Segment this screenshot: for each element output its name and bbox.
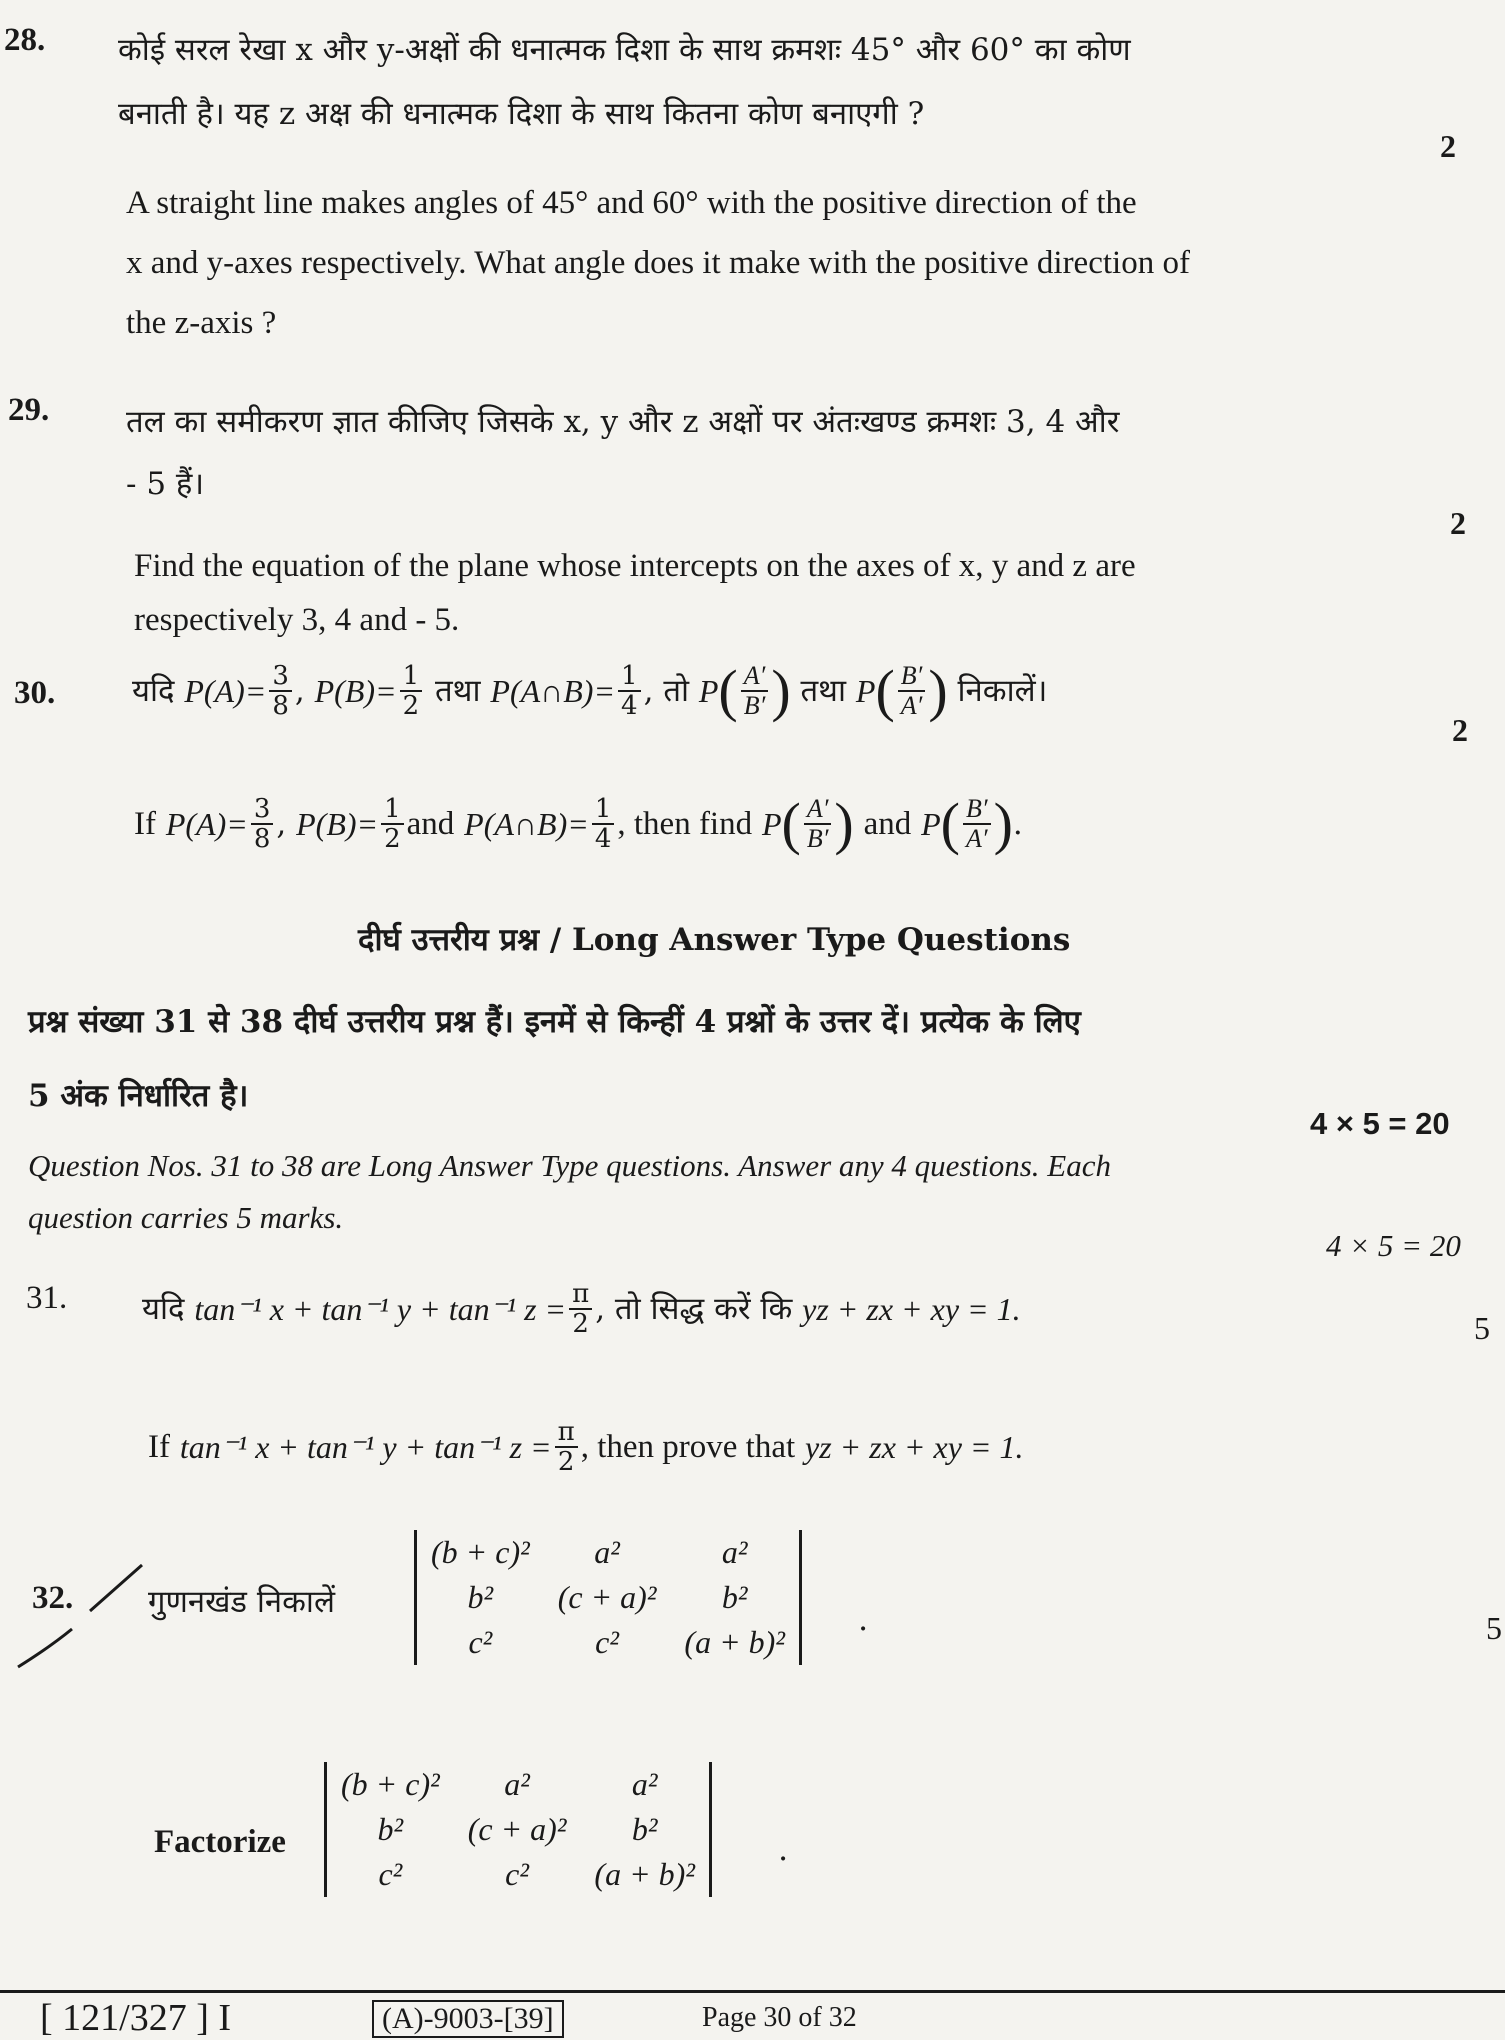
section-heading: दीर्घ उत्तरीय प्रश्न / Long Answer Type Questions bbox=[358, 922, 1071, 958]
q28-english-line3: the z-axis ? bbox=[126, 305, 277, 341]
q30-hindi-line: यदि P(A)= $\frac{3}{8}$ , P(B)= $\frac{1}{2}$ तथा P(A∩B)= $\frac{1}{4}$ , तो P ( $\frac{A'}{B'}$ ) तथा P ( $\frac{B'}{A'}$ ) निकालें। bbox=[132, 658, 1048, 723]
q30-pb-fraction: $\frac{1}{2}$ bbox=[400, 662, 423, 720]
question-number-29: 29. bbox=[8, 392, 50, 428]
q32-marks: 5 bbox=[1486, 1610, 1502, 1646]
q30-cond2: $\frac{B'}{A'}$ bbox=[898, 662, 926, 720]
q29-english-line2: respectively 3, 4 and - 5. bbox=[134, 602, 460, 638]
question-number-28: 28. bbox=[4, 22, 46, 58]
q30-pab-label: P(A∩B)= bbox=[490, 673, 616, 709]
q31-english-line: If tan⁻¹ x + tan⁻¹ y + tan⁻¹ z = $\frac{\pi}{2}$ , then prove that yz + zx + xy = 1. bbox=[148, 1417, 1024, 1477]
q31-hindi-if: यदि bbox=[142, 1291, 185, 1327]
q30-pb-label: P(B)= bbox=[314, 673, 397, 709]
q30-english-then-find: , then find bbox=[617, 806, 753, 842]
q28-hindi-line2: बनाती है। यह z अक्ष की धनात्मक दिशा के साथ कितना कोण बनाएगी ? bbox=[118, 96, 925, 132]
q29-marks: 2 bbox=[1450, 505, 1466, 541]
q31-result: yz + zx + xy = 1. bbox=[802, 1291, 1021, 1327]
section-marks-hindi: 4 × 5 = 20 bbox=[1310, 1106, 1450, 1141]
q32-english-determinant: (b + c)² a² a² b² (c + a)² b² c² c² (a + b)² bbox=[324, 1762, 712, 1897]
q31-marks: 5 bbox=[1474, 1310, 1490, 1346]
q32-hindi-label: गुणनखंड निकालें bbox=[148, 1584, 335, 1620]
q30-english-and: and bbox=[406, 806, 455, 842]
question-number-32: 32. bbox=[32, 1580, 74, 1616]
q28-english-line1: A straight line makes angles of 45° and 60° with the positive direction of the bbox=[126, 185, 1137, 221]
section-hindi-instr-line1: प्रश्न संख्या 31 से 38 दीर्घ उत्तरीय प्रश्न हैं। इनमें से किन्हीं 4 प्रश्नों के उत्तर दें। प्रत्येक के लिए bbox=[28, 1004, 1081, 1040]
q30-pa-label: P(A)= bbox=[184, 673, 267, 709]
footer-box: (A)-9003-[39] bbox=[372, 2000, 564, 2038]
q32-english-label: Factorize bbox=[154, 1824, 286, 1860]
q28-marks: 2 bbox=[1440, 128, 1456, 164]
q30-hindi-and: तथा bbox=[435, 673, 481, 709]
q29-hindi-line1: तल का समीकरण ज्ञात कीजिए जिसके x, y और z अक्षों पर अंतःखण्ड क्रमशः 3, 4 और bbox=[126, 404, 1120, 440]
section-english-instr-line1: Question Nos. 31 to 38 are Long Answer Type questions. Answer any 4 questions. Each bbox=[28, 1148, 1111, 1183]
footer-page: Page 30 of 32 bbox=[702, 2002, 857, 2033]
question-number-30: 30. bbox=[14, 675, 56, 711]
q28-english-line2: x and y-axes respectively. What angle does it make with the positive direction of bbox=[126, 245, 1190, 281]
section-hindi-instr-line2: 5 अंक निर्धारित है। bbox=[28, 1078, 249, 1114]
q30-english-if: If bbox=[134, 806, 156, 842]
q30-marks: 2 bbox=[1452, 712, 1468, 748]
section-marks-english: 4 × 5 = 20 bbox=[1326, 1228, 1461, 1263]
q29-hindi-line2: - 5 हैं। bbox=[126, 466, 205, 502]
question-number-31: 31. bbox=[26, 1280, 68, 1316]
section-english-instr-line2: question carries 5 marks. bbox=[28, 1200, 344, 1235]
q31-english-if: If bbox=[148, 1429, 170, 1465]
q31-hindi-line: यदि tan⁻¹ x + tan⁻¹ y + tan⁻¹ z = $\frac{\pi}{2}$ , तो सिद्ध करें कि yz + zx + xy = 1. bbox=[142, 1279, 1021, 1339]
q30-hindi-then: तो bbox=[663, 673, 690, 709]
q30-hindi-if: यदि bbox=[132, 673, 175, 709]
footer-code: [ 121/327 ] I bbox=[40, 1997, 232, 2039]
q31-expr: tan⁻¹ x + tan⁻¹ y + tan⁻¹ z = bbox=[194, 1291, 567, 1327]
q30-english-line: If P(A)= $\frac{3}{8}$ , P(B)= $\frac{1}{2}$ and P(A∩B)= $\frac{1}{4}$ , then find P ( $\frac{A'}{B'}$ ) and P ( $\frac{B'}{A'}$ ) . bbox=[134, 791, 1023, 856]
q32-hindi-determinant: (b + c)² a² a² b² (c + a)² b² c² c² (a + b)² bbox=[414, 1530, 802, 1665]
q30-pab-fraction: $\frac{1}{4}$ bbox=[618, 662, 641, 720]
q31-hindi-prove: , तो सिद्ध करें कि bbox=[595, 1291, 793, 1327]
pen-tick-mark bbox=[10, 1555, 150, 1675]
q29-english-line1: Find the equation of the plane whose intercepts on the axes of x, y and z are bbox=[134, 548, 1136, 584]
q31-english-prove: , then prove that bbox=[580, 1429, 796, 1465]
q30-cond1: $\frac{A'}{B'}$ bbox=[741, 662, 769, 720]
footer-rule bbox=[0, 1990, 1505, 1993]
q30-hindi-find: निकालें। bbox=[957, 673, 1048, 709]
q28-hindi-line1: कोई सरल रेखा x और y-अक्षों की धनात्मक दिशा के साथ क्रमशः 45° और 60° का कोण bbox=[118, 32, 1131, 68]
q30-pa-fraction: $\frac{3}{8}$ bbox=[269, 662, 292, 720]
